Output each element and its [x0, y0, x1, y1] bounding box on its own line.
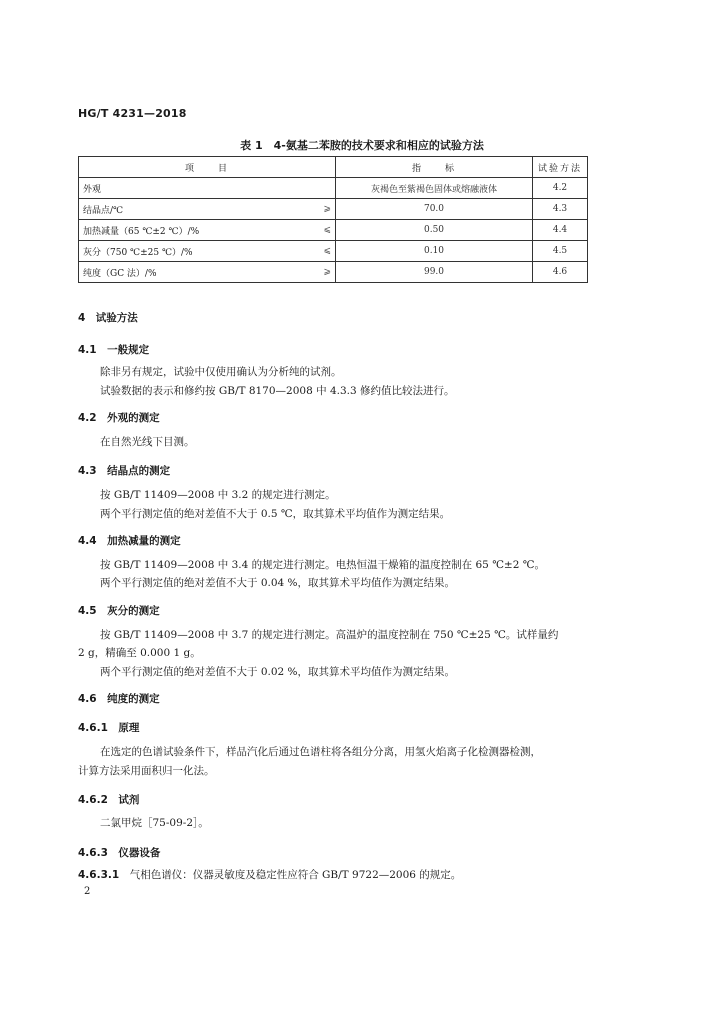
paragraph: 在选定的色谱试验条件下，样品汽化后通过色谱柱将各组分分离，用氢火焰离子化检测器检测， — [100, 746, 541, 758]
paragraph: 按 GB/T 11409—2008 中 3.7 的规定进行测定。高温炉的温度控制在 750 ℃±25 ℃。试样量约 — [100, 629, 559, 641]
paragraph: 2 g，精确至 0.000 1 g。 — [78, 647, 201, 659]
paragraph: 两个平行测定值的绝对差值不大于 0.04 %，取其算术平均值作为测定结果。 — [100, 577, 456, 589]
paragraph: 按 GB/T 11409—2008 中 3.2 的规定进行测定。 — [100, 489, 336, 501]
row-method: 4.4 — [533, 220, 588, 241]
row-item: 加热减量（65 ℃±2 ℃）/% — [79, 220, 304, 241]
row-operator: ⩾ — [303, 262, 336, 283]
section-heading-4: 4 试验方法 — [78, 312, 138, 324]
table-row — [79, 241, 588, 262]
clause-number: 4.6.3.1 — [78, 869, 120, 881]
row-item: 外观 — [79, 178, 304, 199]
row-value: 灰褐色至紫褐色固体或熔融液体 — [336, 178, 533, 199]
clause-4-6-3-1 — [78, 867, 600, 884]
section-heading-4-4: 4.4 加热减量的测定 — [78, 535, 181, 547]
row-operator: ⩾ — [303, 199, 336, 220]
section-heading-4-5: 4.5 灰分的测定 — [78, 605, 160, 617]
row-method: 4.3 — [533, 199, 588, 220]
table-row — [79, 178, 588, 199]
section-heading-4-6-2: 4.6.2 试剂 — [78, 794, 140, 806]
row-value: 0.50 — [336, 220, 533, 241]
paragraph: 计算方法采用面积归一化法。 — [78, 765, 215, 777]
section-heading-4-1: 4.1 一般规定 — [78, 344, 150, 356]
row-method: 4.6 — [533, 262, 588, 283]
row-value: 99.0 — [336, 262, 533, 283]
table-header-row — [79, 157, 588, 178]
paragraph: 按 GB/T 11409—2008 中 3.4 的规定进行测定。电热恒温干燥箱的温度控制在 65 ℃±2 ℃。 — [100, 559, 545, 571]
standard-code: HG/T 4231—2018 — [78, 107, 187, 120]
header-method: 试验方法 — [533, 157, 588, 178]
paragraph: 除非另有规定，试验中仅使用确认为分析纯的试剂。 — [100, 366, 342, 378]
section-heading-4-6-3: 4.6.3 仪器设备 — [78, 847, 161, 859]
row-operator — [303, 178, 336, 199]
paragraph: 试验数据的表示和修约按 GB/T 8170—2008 中 4.3.3 修约值比较法进行。 — [100, 385, 455, 397]
row-operator: ⩽ — [303, 241, 336, 262]
row-item: 结晶点/℃ — [79, 199, 304, 220]
table-row — [79, 199, 588, 220]
paragraph: 两个平行测定值的绝对差值不大于 0.5 ℃，取其算术平均值作为测定结果。 — [100, 508, 451, 520]
clause-text: 气相色谱仪：仪器灵敏度及稳定性应符合 GB/T 9722—2006 的规定。 — [119, 869, 462, 881]
row-operator: ⩽ — [303, 220, 336, 241]
row-item: 灰分（750 ℃±25 ℃）/% — [79, 241, 304, 262]
header-item: 项 目 — [79, 157, 336, 178]
table-title: 表 1 4-氨基二苯胺的技术要求和相应的试验方法 — [240, 139, 484, 152]
header-spec: 指 标 — [336, 157, 533, 178]
paragraph: 两个平行测定值的绝对差值不大于 0.02 %，取其算术平均值作为测定结果。 — [100, 666, 456, 678]
row-value: 70.0 — [336, 199, 533, 220]
row-item: 纯度（GC 法）/% — [79, 262, 304, 283]
paragraph: 在自然光线下目测。 — [100, 436, 195, 448]
table-row — [79, 220, 588, 241]
section-heading-4-2: 4.2 外观的测定 — [78, 412, 160, 424]
spec-table — [78, 156, 588, 283]
section-heading-4-6: 4.6 纯度的测定 — [78, 693, 160, 705]
row-method: 4.2 — [533, 178, 588, 199]
section-heading-4-3: 4.3 结晶点的测定 — [78, 465, 171, 477]
row-value: 0.10 — [336, 241, 533, 262]
row-method: 4.5 — [533, 241, 588, 262]
section-heading-4-6-1: 4.6.1 原理 — [78, 722, 140, 734]
table-row — [79, 262, 588, 283]
page-number: 2 — [84, 886, 91, 897]
paragraph: 二氯甲烷［75-09-2］。 — [100, 817, 209, 829]
